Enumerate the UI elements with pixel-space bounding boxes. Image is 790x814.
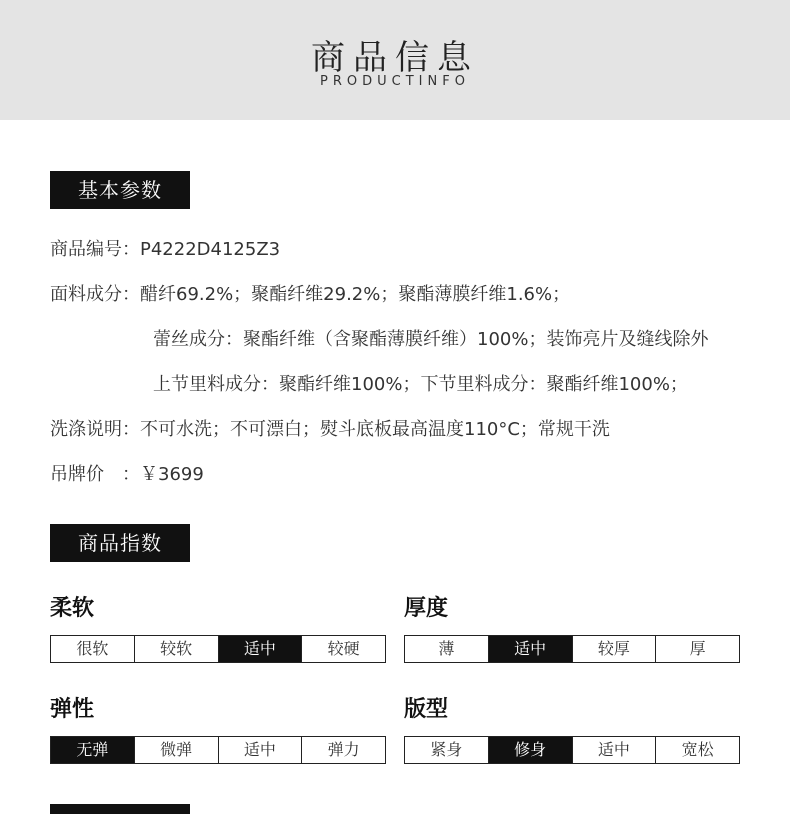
param-wash-label: 洗涤说明： (50, 419, 140, 440)
elasticity-option: 适中 (219, 737, 303, 763)
thickness-scale (404, 635, 740, 663)
index-fit-title: 版型 (404, 697, 449, 722)
header-subtitle: PRODUCTINFO (320, 74, 470, 89)
param-code (50, 238, 280, 262)
elasticity-option-selected: 无弹 (51, 737, 135, 763)
index-softness-title: 柔软 (50, 596, 95, 621)
param-code-label: 商品编号： (50, 239, 140, 260)
section-tag-next (50, 804, 190, 814)
softness-option: 较软 (135, 636, 219, 662)
softness-option: 较硬 (302, 636, 385, 662)
softness-option: 很软 (51, 636, 135, 662)
param-fabric (50, 283, 570, 307)
elasticity-scale (50, 736, 386, 764)
param-price-value: ￥3699 (140, 464, 204, 485)
param-lace: 蕾丝成分：聚酯纤维（含聚酯薄膜纤维）100%；装饰亮片及缝线除外 (153, 329, 709, 350)
param-code-value: P4222D4125Z3 (140, 239, 281, 260)
param-wash (50, 418, 610, 442)
param-fabric-label: 面料成分： (50, 284, 140, 305)
index-thickness-title: 厚度 (404, 596, 449, 621)
thickness-option-selected: 适中 (489, 636, 573, 662)
param-price-label: 吊牌价 ： (50, 464, 140, 485)
fit-option: 紧身 (405, 737, 489, 763)
thickness-option: 较厚 (573, 636, 657, 662)
softness-scale (50, 635, 386, 663)
fit-option: 宽松 (656, 737, 739, 763)
elasticity-option: 微弹 (135, 737, 219, 763)
header-title: 商品信息 (311, 38, 479, 78)
param-wash-value: 不可水洗；不可漂白；熨斗底板最高温度110°C；常规干洗 (140, 419, 610, 440)
fit-option-selected: 修身 (489, 737, 573, 763)
fit-scale (404, 736, 740, 764)
softness-option-selected: 适中 (219, 636, 303, 662)
index-elasticity-title: 弹性 (50, 697, 95, 722)
section-tag-index: 商品指数 (50, 524, 190, 562)
param-fabric-value: 醋纤69.2%；聚酯纤维29.2%；聚酯薄膜纤维1.6%； (140, 284, 571, 305)
thickness-option: 薄 (405, 636, 489, 662)
param-price (50, 463, 204, 487)
section-tag-basic: 基本参数 (50, 171, 190, 209)
param-lining: 上节里料成分：聚酯纤维100%；下节里料成分：聚酯纤维100%； (153, 374, 688, 395)
page-header (0, 0, 790, 120)
fit-option: 适中 (573, 737, 657, 763)
elasticity-option: 弹力 (302, 737, 385, 763)
thickness-option: 厚 (656, 636, 739, 662)
